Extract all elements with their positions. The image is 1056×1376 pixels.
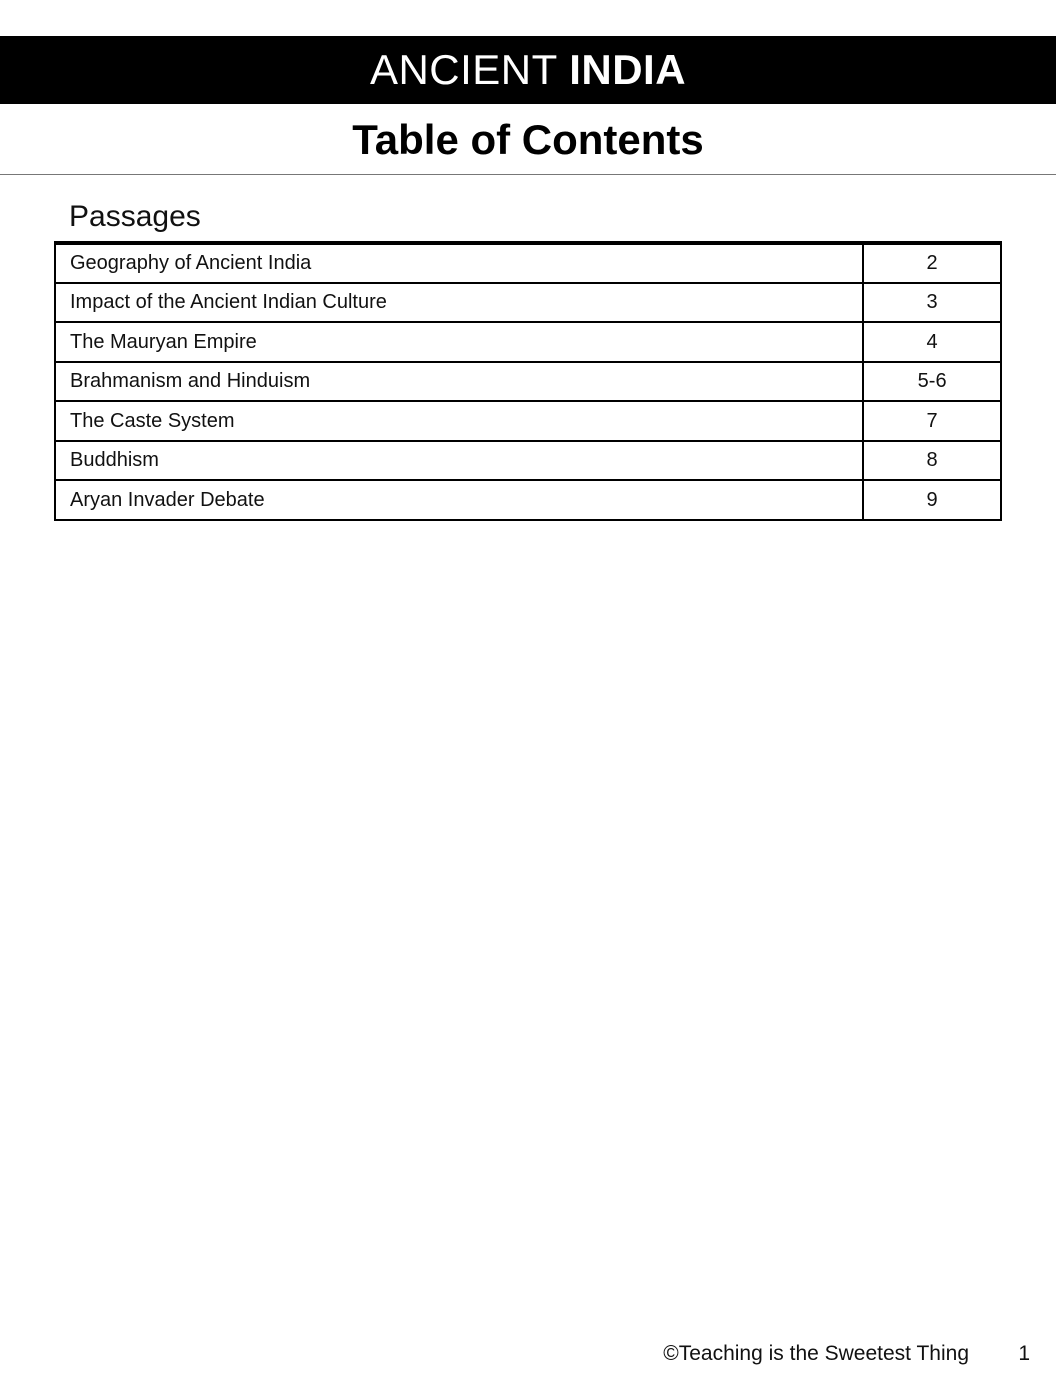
section-heading: Passages: [69, 200, 201, 233]
page-title: Table of Contents: [352, 116, 704, 163]
toc-entry-title: Buddhism: [55, 441, 863, 481]
toc-entry-page: 2: [863, 243, 1001, 283]
banner-title-bold: INDIA: [569, 46, 687, 93]
toc-row: [55, 243, 1001, 283]
toc-entry-title: The Mauryan Empire: [55, 322, 863, 362]
toc-entry-page: 5-6: [863, 362, 1001, 402]
toc-entry-page: 7: [863, 401, 1001, 441]
toc-row: [55, 322, 1001, 362]
toc-entry-title: Aryan Invader Debate: [55, 480, 863, 520]
toc-entry-page: 4: [863, 322, 1001, 362]
toc-row: [55, 362, 1001, 402]
toc-entry-title: Impact of the Ancient Indian Culture: [55, 283, 863, 323]
toc-entry-page: 9: [863, 480, 1001, 520]
toc-entry-title: Geography of Ancient India: [55, 243, 863, 283]
toc-entry-page: 8: [863, 441, 1001, 481]
header-banner: [0, 36, 1056, 104]
footer-page-number: 1: [1018, 1342, 1030, 1365]
toc-row: [55, 283, 1001, 323]
toc-row: [55, 480, 1001, 520]
title-divider: [0, 174, 1056, 175]
toc-row: [55, 441, 1001, 481]
toc-entry-page: 3: [863, 283, 1001, 323]
toc-row: [55, 401, 1001, 441]
toc-table: [54, 241, 1002, 521]
toc-entry-title: Brahmanism and Hinduism: [55, 362, 863, 402]
banner-title-light: ANCIENT: [369, 46, 558, 93]
footer-credit: ©Teaching is the Sweetest Thing: [663, 1342, 969, 1365]
toc-entry-title: The Caste System: [55, 401, 863, 441]
